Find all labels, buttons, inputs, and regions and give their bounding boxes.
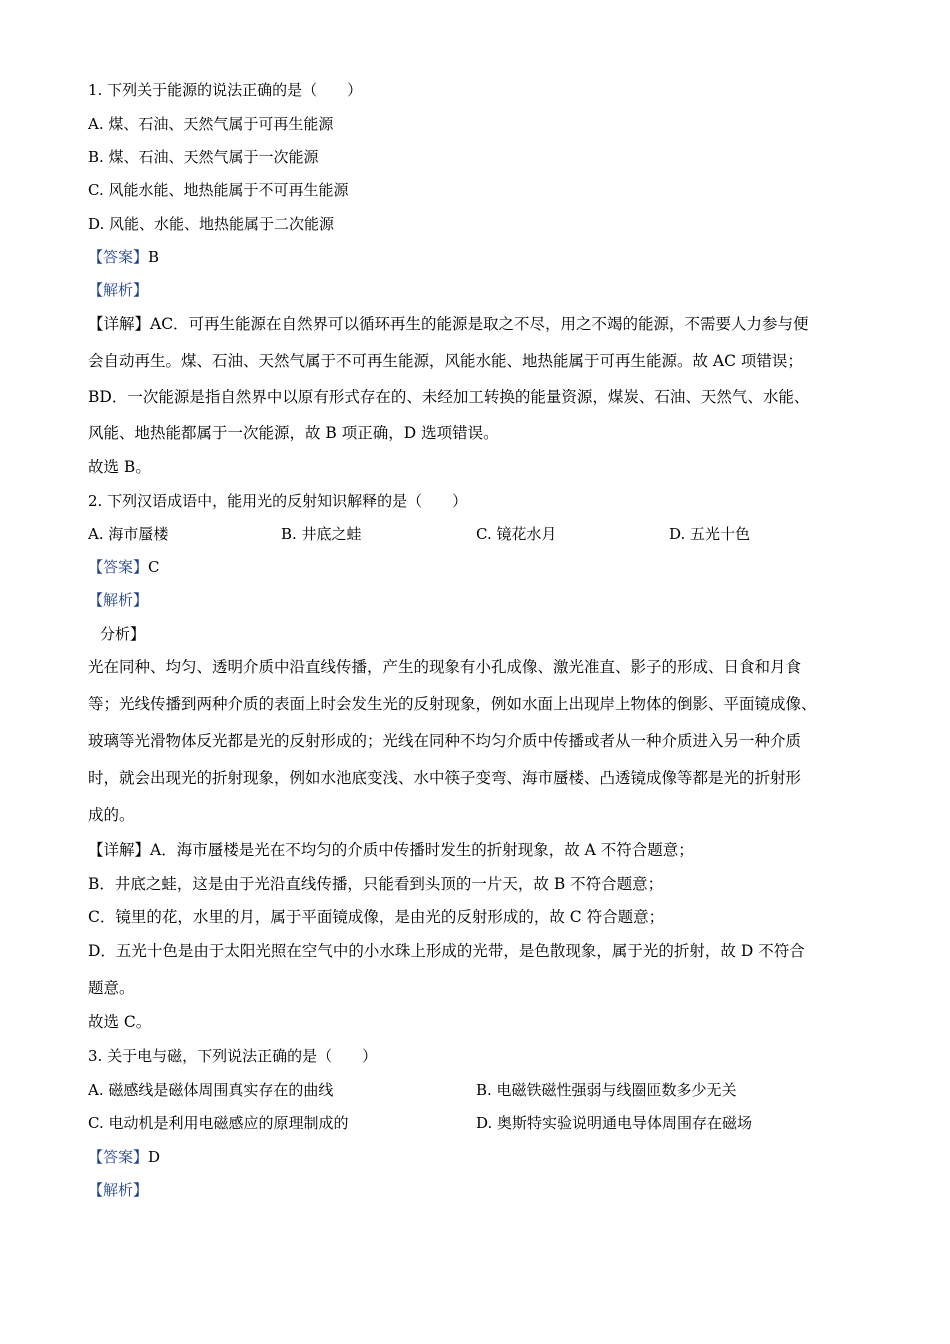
q2-analysis-line-2: 等；光线传播到两种介质的表面上时会发生光的反射现象，例如水面上出现岸上物体的倒影、平面镜成像、 (88, 695, 817, 713)
q1-option-d: D. 风能、水能、地热能属于二次能源 (88, 215, 335, 233)
q2-analysis-line-4: 时，就会出现光的折射现象，例如水池底变浅、水中筷子变弯、海市蜃楼、凸透镜成像等都是光的折射形 (88, 769, 802, 787)
q1-stem: 1. 下列关于能源的说法正确的是（ ） (88, 81, 363, 99)
q3-analysis-tag: 【解析】 (88, 1181, 149, 1199)
q3-option-c: C. 电动机是利用电磁感应的原理制成的 (88, 1114, 349, 1132)
q2-option-b: B. 井底之蛙 (281, 525, 362, 543)
q1-detail-line-2: 会自动再生。煤、石油、天然气属于不可再生能源，风能水能、地热能属于可再生能源。故 AC 项错误； (88, 352, 803, 370)
q3-answer-line (88, 1147, 160, 1167)
q2-analysis-line-5: 成的。 (88, 806, 135, 824)
q3-option-b: B. 电磁铁磁性强弱与线圈匝数多少无关 (476, 1081, 737, 1099)
q2-option-c: C. 镜花水月 (476, 525, 557, 543)
q2-detail-line-3: C．镜里的花，水里的月，属于平面镜成像，是由光的反射形成的，故 C 符合题意； (88, 908, 665, 926)
q2-option-d: D. 五光十色 (669, 525, 751, 543)
q2-analysis-line-3: 玻璃等光滑物体反光都是光的反射形成的；光线在同种不均匀介质中传播或者从一种介质进入另一种介质 (88, 732, 802, 750)
q3-answer: D (148, 1148, 161, 1166)
q1-detail-line-4: 风能、地热能都属于一次能源，故 B 项正确，D 选项错误。 (88, 424, 499, 442)
answer-tag: 【答案】 (88, 248, 149, 266)
q2-detail-line-1: 【详解】A．海市蜃楼是光在不均匀的介质中传播时发生的折射现象，故 A 不符合题意； (88, 841, 694, 859)
q2-detail-line-4: D．五光十色是由于太阳光照在空气中的小水珠上形成的光带，是色散现象，属于光的折射，故 D 不符合 (88, 942, 805, 960)
q3-option-a: A. 磁感线是磁体周围真实存在的曲线 (88, 1081, 334, 1099)
q1-answer: B (148, 248, 160, 266)
q2-answer: C (148, 558, 160, 576)
q2-analysis-tag: 【解析】 (88, 591, 149, 609)
answer-tag: 【答案】 (88, 558, 149, 576)
q2-answer-line (88, 557, 160, 577)
q2-detail-line-5: 题意。 (88, 979, 135, 997)
q1-detail-line-3: BD．一次能源是指自然界中以原有形式存在的、未经加工转换的能量资源，煤炭、石油、天然气、水能、 (88, 388, 810, 406)
q1-option-c: C. 风能水能、地热能属于不可再生能源 (88, 181, 349, 199)
q2-detail-line-2: B．井底之蛙，这是由于光沿直线传播，只能看到头顶的一片天，故 B 不符合题意； (88, 875, 664, 893)
q1-answer-line (88, 247, 159, 267)
q2-fenxi-heading: 分析】 (100, 625, 146, 643)
q2-stem: 2. 下列汉语成语中，能用光的反射知识解释的是（ ） (88, 492, 468, 510)
answer-tag: 【答案】 (88, 1148, 149, 1166)
q1-conclusion: 故选 B。 (88, 458, 151, 476)
q2-conclusion: 故选 C。 (88, 1013, 152, 1031)
q1-option-b: B. 煤、石油、天然气属于一次能源 (88, 148, 319, 166)
q3-stem: 3. 关于电与磁，下列说法正确的是（ ） (88, 1047, 378, 1065)
q1-detail-line-1: 【详解】AC．可再生能源在自然界可以循环再生的能源是取之不尽，用之不竭的能源，不需要人力参与便 (88, 315, 809, 333)
q1-analysis-tag: 【解析】 (88, 281, 149, 299)
q2-option-a: A. 海市蜃楼 (88, 525, 169, 543)
q3-option-d: D. 奥斯特实验说明通电导体周围存在磁场 (476, 1114, 753, 1132)
q1-option-a: A. 煤、石油、天然气属于可再生能源 (88, 115, 334, 133)
q2-analysis-line-1: 光在同种、均匀、透明介质中沿直线传播，产生的现象有小孔成像、激光准直、影子的形成、日食和月食 (88, 658, 802, 676)
